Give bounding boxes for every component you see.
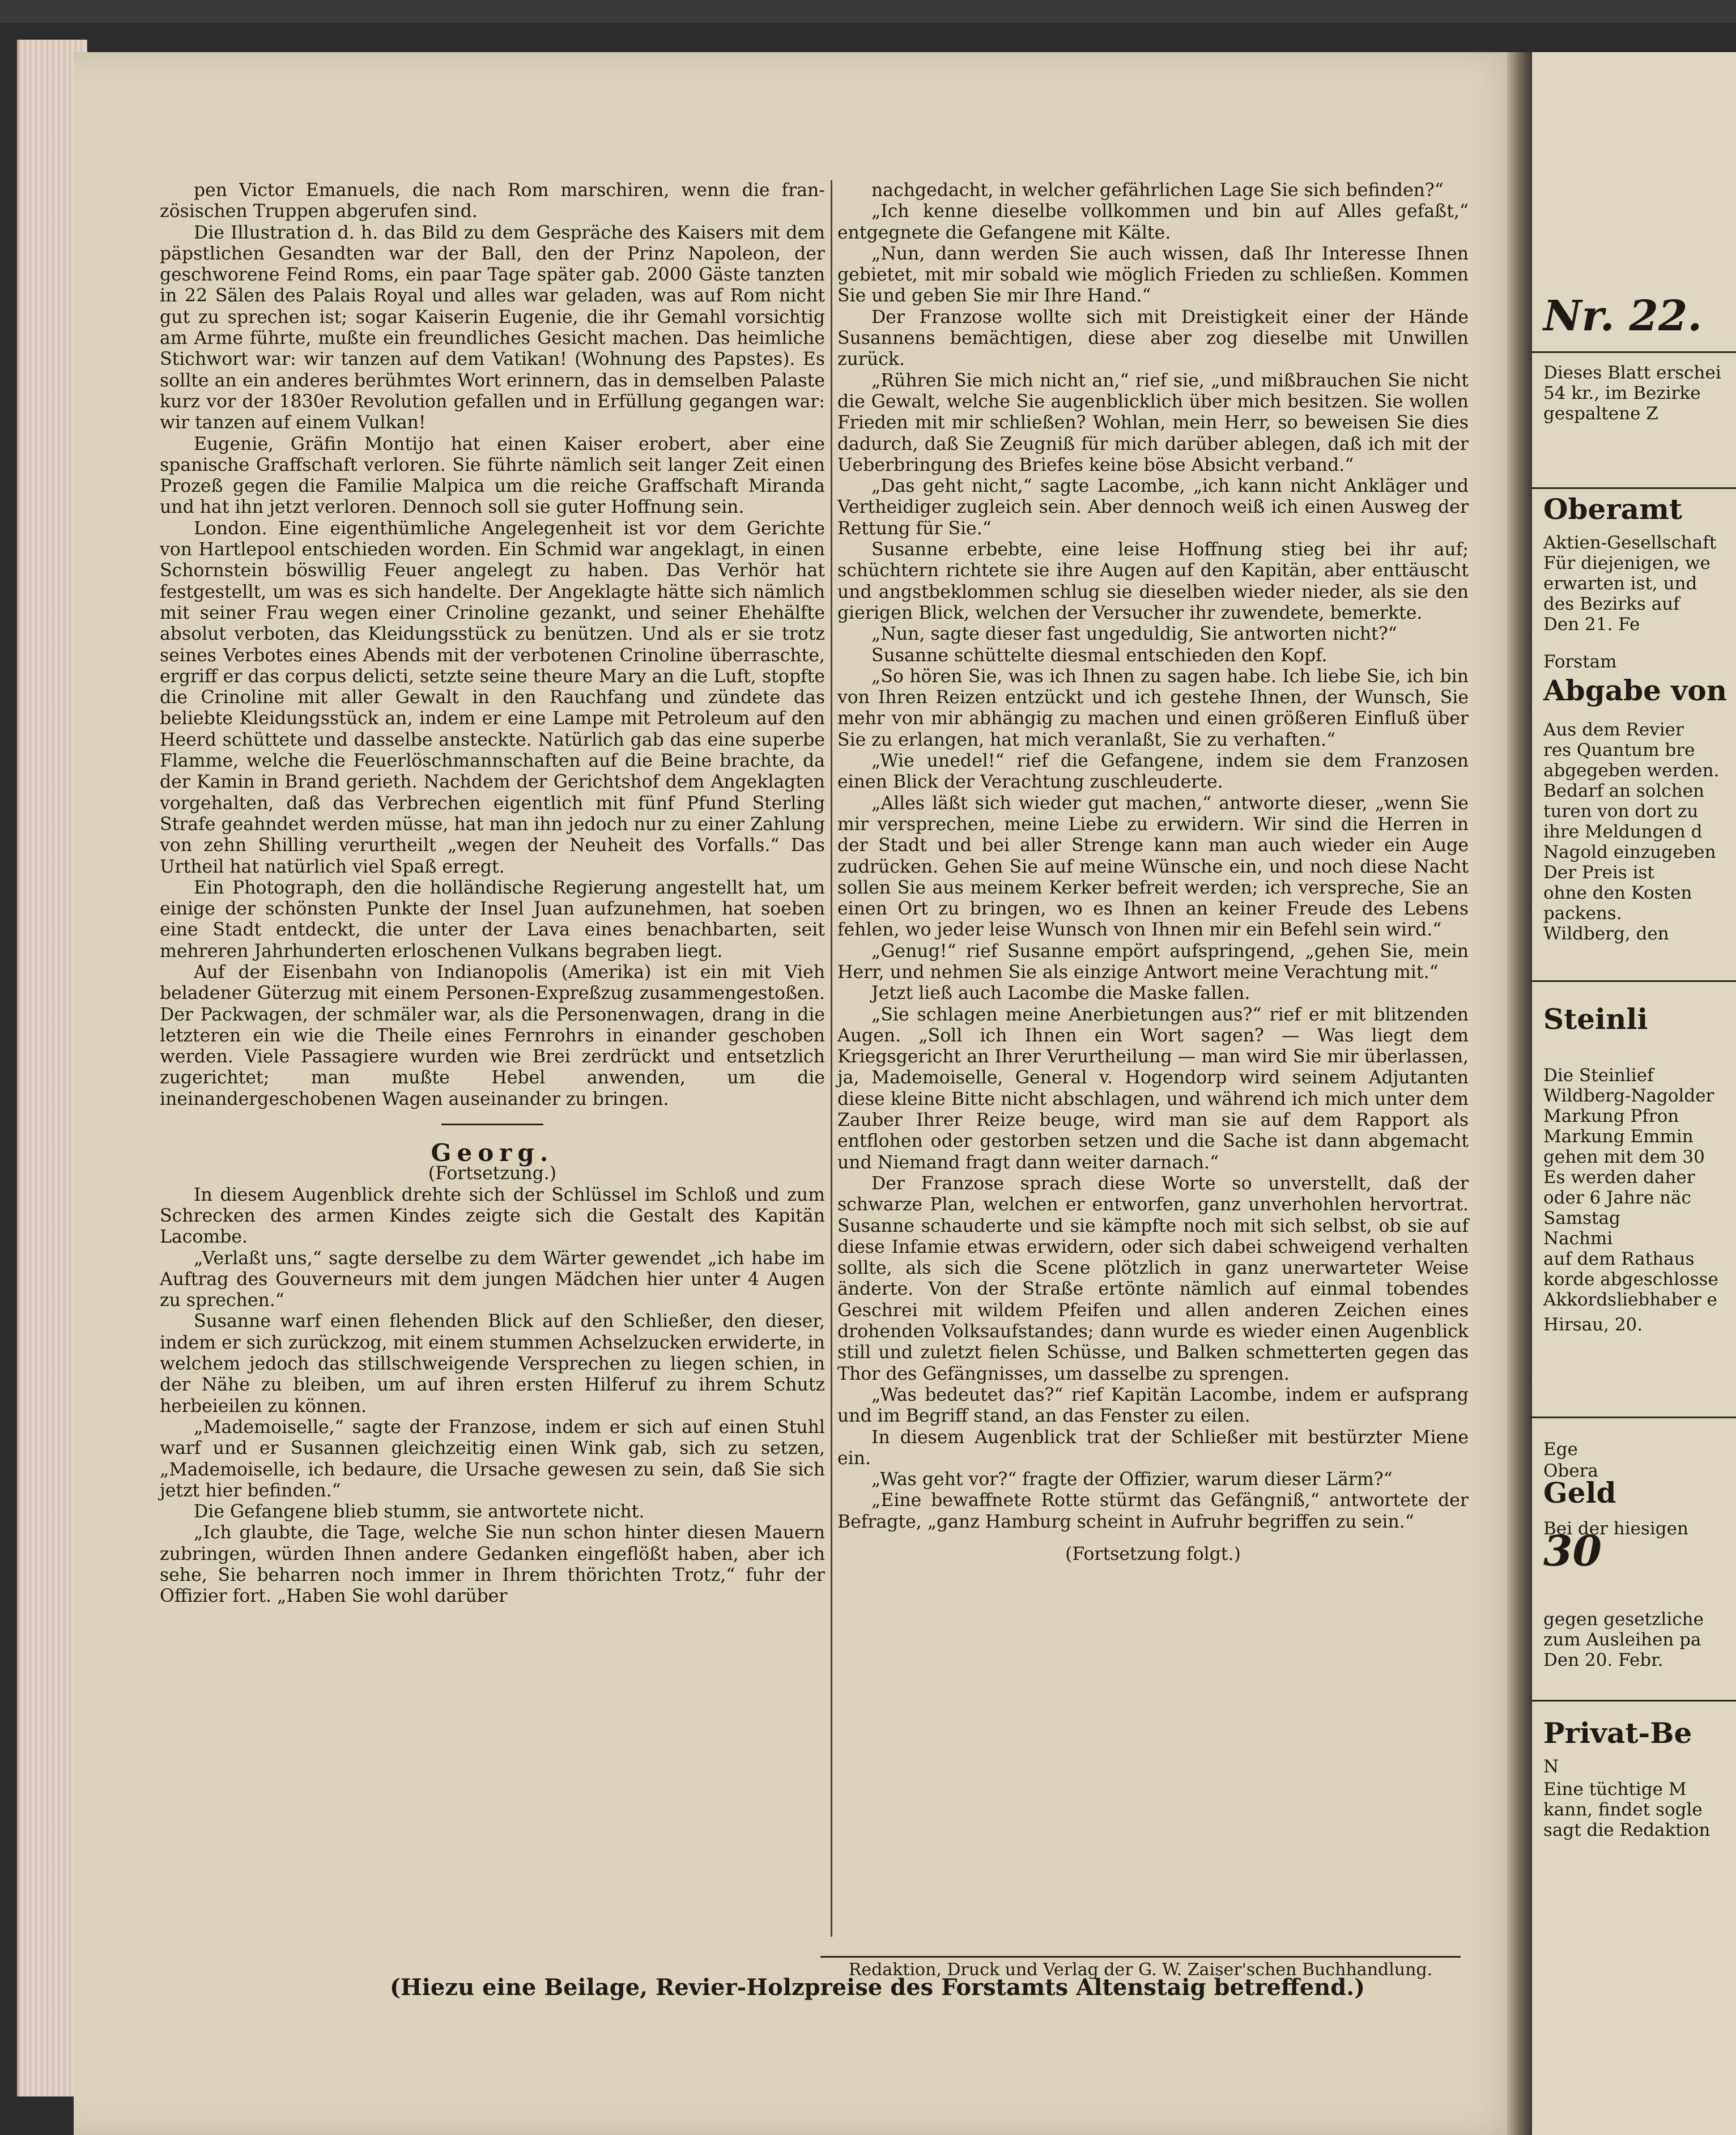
right-page-fragment: Abgabe von (1543, 674, 1728, 707)
story-paragraph: „So hören Sie, was ich Ihnen zu sagen habe. Ich liebe Sie, ich bin von Ihren Reizen entzückt und ich gestehe Ihnen, der Wunsch, Sie mehr von mir abhängig zu machen und einen größeren Einfluß über Sie zu erlangen, hat mich veranlaßt, Sie zu verhaften.“ (837, 666, 1469, 750)
story-paragraph: „Nun, dann werden Sie auch wissen, daß Ihr Interesse Ihnen gebietet, mit mir sobald wie möglich Frieden zu schließen. Kommen Sie und geben Sie mir Ihre Hand.“ (837, 243, 1469, 307)
story-paragraph: Die Gefangene blieb stumm, sie antwortete nicht. (194, 1502, 645, 1522)
right-page-fragment: Aus dem Revier (1543, 720, 1684, 740)
middle-column (837, 180, 1469, 1565)
right-page-fragment: Privat-Be (1543, 1716, 1692, 1750)
right-page-fragment: sagt die Redaktion (1543, 1820, 1711, 1840)
right-page-fragment: Bei der hiesigen (1543, 1519, 1688, 1539)
story-subtitle: (Fortsetzung.) (428, 1163, 557, 1184)
right-page-fragment: ohne den Kosten (1543, 883, 1692, 903)
right-page-rule (1532, 351, 1736, 353)
story-paragraph: „Was bedeutet das?“ rief Kapitän Lacombe, indem er aufsprang und im Begriff stand, an das Fenster zu eilen. (837, 1384, 1469, 1427)
section-rule (441, 1124, 543, 1125)
right-page-fragment: Markung Emmin (1543, 1126, 1694, 1147)
right-page-fragment: Wildberg, den (1543, 924, 1669, 944)
right-page-fragment: Nachmi (1543, 1228, 1613, 1249)
story-paragraph: „Was geht vor?“ fragte der Offizier, warum dieser Lärm?“ (871, 1469, 1393, 1490)
story-paragraph: Susanne warf einen flehenden Blick auf den Schließer, den dieser, indem er sich zurückzog, mit einem stummen Achselzucken erwiderte, in welchem jedoch das stillschweigende Versprechen zu liegen schien, in der Nähe zu bleiben, um auf ihren ersten Hilferuf zu ihrem Schutz herbeieilen zu können. (160, 1311, 825, 1417)
right-page-fragment: gespaltene Z (1543, 403, 1658, 424)
book-gutter (1507, 52, 1532, 2135)
right-page-fragment: packens. (1543, 903, 1622, 924)
right-page-fragment: erwarten ist, und (1543, 573, 1697, 594)
right-page-fragment: Oberamt (1543, 492, 1683, 526)
left-column (160, 180, 825, 1607)
story-paragraph: „Das geht nicht,“ sagte Lacombe, „ich kann nicht Ankläger und Vertheidiger zugleich sein. Aber dennoch weiß ich einen Ausweg der Rettung für Sie.“ (837, 476, 1469, 539)
story-paragraph: Der Franzose sprach diese Worte so unverstellt, daß der schwarze Plan, welchen er entworfen, ganz unverhohlen hervortrat. Susanne schauderte und sie kämpfte noch mit sich selbst, ob sie auf diese Infamie etwas erwidern, oder sich dabei schweigend verhalten sollte, als sich die Scene plötzlich in ganz unerwarteter Weise änderte. Von der Straße ertönte nämlich auf einmal tobendes Geschrei mit wildem Pfeifen und allen anderen Zeichen eines drohenden Volksaufstandes; dann wurde es wieder einen Augenblick still und zuletzt fielen Schüsse, und Balken schmetterten gegen das Thor des Gefängnisses, um dasselbe zu sprengen. (837, 1173, 1469, 1384)
right-page-fragment: Eine tüchtige M (1543, 1779, 1687, 1800)
right-page-fragment: 54 kr., im Bezirke (1543, 383, 1701, 403)
story-paragraph: „Sie schlagen meine Anerbietungen aus?“ rief er mit blitzenden Augen. „Soll ich Ihnen ein Wort sagen? — Was liegt dem Kriegsgericht an Ihrer Verurtheilung — man wird Sie mir überlassen, ja, Mademoiselle, General v. Hogendorp wird seinem Adjutanten diese kleine Bitte nicht abschlagen, und während ich mich unter dem Zauber Ihrer Reize beuge, wird man sie auf dem Rapport als entflohen oder gestorben setzen und die Sache ist dann abgemacht und Niemand fragt dann weiter darnach.“ (837, 1004, 1469, 1173)
story-paragraph: „Ich glaubte, die Tage, welche Sie nun schon hinter diesen Mauern zubringen, würden Ihnen andere Gedanken eingeflößt haben, aber ich sehe, Sie beharren noch immer in Ihrem thörichten Trotz,“ fuhr der Offizier fort. „Haben Sie wohl darüber (160, 1522, 825, 1607)
right-page-fragment: Aktien-Gesellschaft (1543, 533, 1717, 553)
story-paragraph: Susanne schüttelte diesmal entschieden den Kopf. (871, 645, 1327, 666)
story-paragraph: Der Franzose wollte sich mit Dreistigkeit einer der Hände Susannens bemächtigen, diese aber zog dieselbe mit Unwillen zurück. (837, 307, 1469, 370)
right-page-fragment: Steinli (1543, 1002, 1648, 1036)
story-title: Georg. (431, 1139, 554, 1167)
story-paragraph: „Eine bewaffnete Rotte stürmt das Gefängniß,“ antwortete der Befragte, „ganz Hamburg scheint in Aufruhr begriffen zu sein.“ (837, 1490, 1469, 1532)
story-paragraph: „Ich kenne dieselbe vollkommen und bin auf Alles gefaßt,“ entgegnete die Gefangene mit Kälte. (837, 201, 1469, 243)
right-page-fragment: Die Steinlief (1543, 1065, 1654, 1086)
news-paragraph: Eugenie, Gräfin Montijo hat einen Kaiser erobert, aber eine spanische Graffschaft verloren. Sie führte nämlich seit langer Zeit einen Prozeß gegen die Familie Malpica um die reiche Graffschaft Miranda und hat ihn jetzt verloren. Dennoch soll sie guter Hoffnung sein. (160, 433, 825, 518)
right-page-rule (1532, 1700, 1736, 1702)
supplement-note: (Hiezu eine Beilage, Revier-Holzpreise des Forstamts Altenstaig betreffend.) (390, 1974, 1365, 2001)
right-page-fragment: Forstam (1543, 652, 1617, 672)
right-page-fragment: Für diejenigen, we (1543, 553, 1711, 573)
right-page-fragment: zum Ausleihen pa (1543, 1630, 1701, 1650)
right-page-fragment: oder 6 Jahre näc (1543, 1188, 1691, 1208)
right-page-fragment: turen von dort zu (1543, 801, 1699, 822)
right-page-fragment: 30 (1543, 1527, 1602, 1576)
right-page-fragment: res Quantum bre (1543, 740, 1695, 760)
right-page-fragment: korde abgeschlosse (1543, 1269, 1718, 1290)
news-paragraph: Auf der Eisenbahn von Indianopolis (Amerika) ist ein mit Vieh beladener Güterzug mit einem Personen-Expreßzug zusammengestoßen. Der Packwagen, der schmäler war, als die Personenwagen, drang in die letzteren ein wie die Theile eines Fernrohrs in einander geschoben werden. Viele Passagiere wurden wie Brei zerdrückt und entsetzlich zugerichtet; man mußte Hebel anwenden, um die ineinandergeschobenen Wagen auseinander zu bringen. (160, 962, 825, 1109)
news-paragraph: Ein Photograph, den die holländische Regierung angestellt hat, um einige der schönsten Punkte der Insel Juan aufzunehmen, hat soeben eine Stadt entdeckt, die unter der Lava eines benachbarten, seit mehreren Jahrhunderten erloschenen Vulkans begraben liegt. (160, 877, 825, 962)
right-page-fragment: ihre Meldungen d (1543, 822, 1703, 842)
right-page-fragment: Ege (1543, 1439, 1578, 1460)
story-paragraph: „Verlaßt uns,“ sagte derselbe zu dem Wärter gewendet „ich habe im Auftrag des Gouverneurs mit dem jungen Mädchen hier unter 4 Augen zu sprechen.“ (160, 1248, 825, 1311)
right-page-rule (1532, 980, 1736, 982)
story-paragraph: „Wie unedel!“ rief die Gefangene, indem sie dem Franzosen einen Blick der Verachtung zuschleuderte. (837, 751, 1469, 793)
right-page-fragment: gehen mit dem 30 (1543, 1147, 1705, 1167)
imprint-line: Redaktion, Druck und Verlag der G. W. Zaiser'schen Buchhandlung. (820, 1956, 1461, 1980)
right-page-fragment: Obera (1543, 1461, 1598, 1481)
right-page-fragment: Nagold einzugeben (1543, 842, 1716, 862)
right-page-fragment: N (1543, 1757, 1559, 1777)
story-paragraph: In diesem Augenblick drehte sich der Schlüssel im Schloß und zum Schrecken des armen Kindes zeigte sich die Gestalt des Kapitän Lacombe. (160, 1184, 825, 1248)
continuation-note: (Fortsetzung folgt.) (1065, 1544, 1241, 1564)
right-page-fragment: kann, findet sogle (1543, 1800, 1703, 1820)
story-paragraph: nachgedacht, in welcher gefährlichen Lage Sie sich befinden?“ (871, 180, 1444, 201)
right-page-fragment: Es werden daher (1543, 1167, 1695, 1188)
right-page-fragment: Samstag (1543, 1208, 1620, 1228)
column-divider (831, 180, 832, 1937)
right-page-fragment: Bedarf an solchen (1543, 781, 1705, 801)
right-page-fragment: Geld (1543, 1476, 1616, 1509)
right-page-fragment: Hirsau, 20. (1543, 1315, 1643, 1335)
right-page-fragment: Den 20. Febr. (1543, 1650, 1663, 1670)
right-page-fragment: Wildberg-Nagolder (1543, 1086, 1714, 1106)
news-paragraph: Die Illustration d. h. das Bild zu dem Gespräche des Kaisers mit dem päpstlichen Gesandten war der Ball, den der Prinz Napoleon, der geschworene Feind Roms, ein paar Tage später gab. 2000 Gäste tanzten in 22 Sälen des Palais Royal und alles war geladen, was auf Rom nicht gut zu sprechen ist; sogar Kaiserin Eugenie, die ihr Gemahl vorsichtig am Arme führte, mußte ein freundliches Gesicht machen. Das heimliche Stichwort war: wir tanzen auf dem Vatikan! (Wohnung des Papstes). Es sollte an ein anderes berühmtes Wort erinnern, das in demselben Palaste kurz vor der 1830er Revolution gefallen und in Erfüllung gegangen war: wir tanzen auf einem Vulkan! (160, 222, 825, 433)
right-page-fragment: abgegeben werden. (1543, 760, 1720, 781)
story-paragraph: Jetzt ließ auch Lacombe die Maske fallen. (871, 983, 1250, 1004)
news-paragraph: London. Eine eigenthümliche Angelegenheit ist vor dem Gerichte von Hartlepool entschieden worden. Ein Schmid war angeklagt, in einen Schornstein böswillig Feuer angelegt zu haben. Das Verhör hat festgestellt, um was es sich handelte. Der Angeklagte hätte sich nämlich mit seiner Frau wegen einer Crinoline gezankt, und seiner Ehehälfte absolut verboten, das Kleidungsstück zu benützen. Und als er sie trotz seines Verbotes eines Abends mit der verbotenen Crinoline überraschte, ergriff er das corpus delicti, setzte seine theure Mary an die Luft, stopfte die Crinoline mit aller Gewalt in den Rauchfang und zündete das beliebte Kleidungsstück an, indem er eine Lampe mit Petroleum auf den Heerd schüttete und dasselbe ansteckte. Natürlich gab das eine superbe Flamme, welche die Feuerlöschmannschaften auf die Beine brachte, da der Kamin in Brand gerieth. Nachdem der Gerichtshof dem Angeklagten vorgehalten, daß das Verbrechen eigentlich mit fünf Pfund Sterling Strafe geahndet werden müsse, hat man ihn jedoch nur zu einer Zahlung von zehn Shilling verurtheilt „wegen der Neuheit des Vorfalls.“ Das Urtheil hat natürlich viel Spaß erregt. (160, 518, 825, 877)
story-paragraph: „Alles läßt sich wieder gut machen,“ antworte dieser, „wenn Sie mir versprechen, meine Liebe zu erwidern. Wir sind die Herren in der Stadt und bei aller Strenge kann man auch wieder ein Auge zudrücken. Gehen Sie auf meine Wünsche ein, und noch diese Nacht sollen Sie aus meinem Kerker befreit werden; ich verspreche, Sie an einen Ort zu bringen, wo es Ihnen an keiner Freude des Lebens fehlen, wo jeder leise Wunsch von Ihnen mir ein Befehl sein wird.“ (837, 793, 1469, 941)
story-paragraph: „Rühren Sie mich nicht an,“ rief sie, „und mißbrauchen Sie nicht die Gewalt, welche Sie augenblicklich über mich besitzen. Sie wollen Frieden mit mir schließen? Wohlan, mein Herr, so beweisen Sie dies dadurch, daß Sie Zeugniß für mich darüber ablegen, daß ich mit der Ueberbringung des Briefes keine böse Absicht verband.“ (837, 370, 1469, 475)
story-paragraph: „Mademoiselle,“ sagte der Franzose, indem er sich auf einen Stuhl warf und er Susannen gleichzeitig einen Wink gab, sich zu setzen, „Mademoiselle, ich bedaure, die Ursache gewesen zu sein, daß Sie sich jetzt hier befinden.“ (160, 1417, 825, 1501)
right-page-rule (1532, 1417, 1736, 1418)
right-page-fragment: des Bezirks auf (1543, 594, 1680, 614)
right-page-rule (1532, 487, 1736, 489)
story-paragraph: „Nun, sagte dieser fast ungeduldig, Sie antworten nicht?“ (871, 624, 1397, 645)
story-paragraph: Susanne erbebte, eine leise Hoffnung stieg bei ihr auf; schüchtern richtete sie ihre Augen auf den Kapitän, aber enttäuscht und angstbeklommen schlug sie dieselben wieder nieder, als sie den gierigen Blick, welchen der Versucher ihr zuwendete, bemerkte. (837, 539, 1469, 623)
right-page (1532, 52, 1736, 2135)
right-page-fragment: Nr. 22. (1543, 292, 1703, 341)
right-page-fragment: Den 21. Fe (1543, 614, 1640, 635)
news-paragraph: pen Victor Emanuels, die nach Rom marschiren, wenn die fran-zösischen Truppen abgerufen sind. (160, 180, 825, 222)
right-page-fragment: Dieses Blatt erschei (1543, 363, 1721, 383)
right-page-fragment: gegen gesetzliche (1543, 1609, 1704, 1630)
right-page-fragment: Akkordsliebhaber e (1543, 1290, 1717, 1310)
story-paragraph: In diesem Augenblick trat der Schließer mit bestürzter Miene ein. (837, 1427, 1469, 1469)
right-page-fragment: Markung Pfron (1543, 1106, 1679, 1126)
right-page-fragment: auf dem Rathaus (1543, 1249, 1695, 1269)
story-paragraph: „Genug!“ rief Susanne empört aufspringend, „gehen Sie, mein Herr, und nehmen Sie als einzige Antwort meine Verachtung mit.“ (837, 941, 1469, 983)
right-page-fragment: Der Preis ist (1543, 862, 1654, 883)
binder-strip (0, 0, 1736, 23)
